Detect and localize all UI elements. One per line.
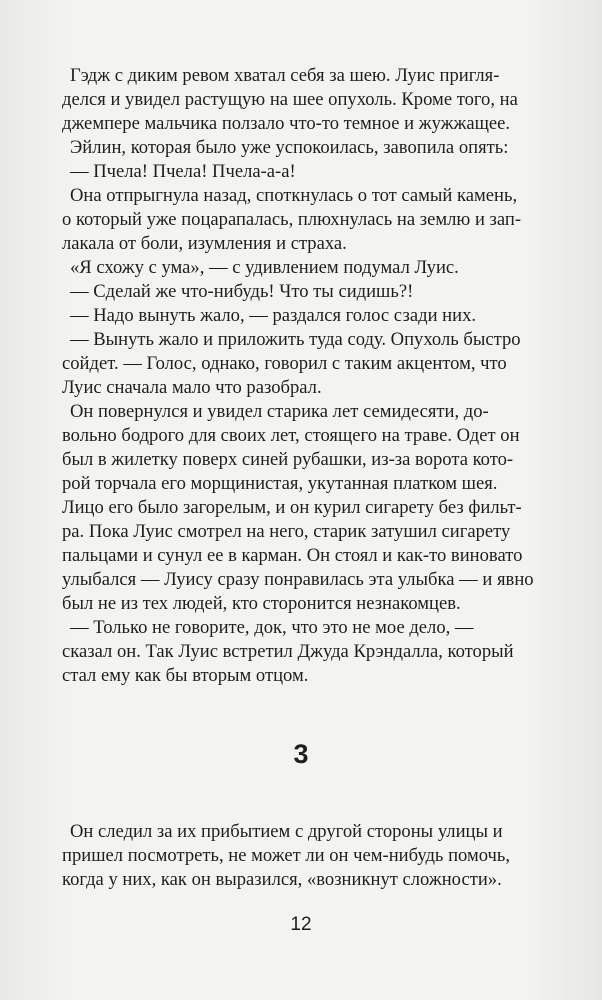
text-line: сказал он. Так Луис встретил Джуда Крэндалла, который <box>62 641 514 662</box>
text-line: Луис сначала мало что разобрал. <box>62 377 322 398</box>
text-line: Гэдж с диким ревом хватал себя за шею. Луис пригля- <box>70 65 500 86</box>
text-line: о который уже поцарапалась, плюхнулась на землю и зап- <box>62 209 522 230</box>
text-line: — Только не говорите, док, что это не мое дело, — <box>70 617 474 638</box>
text-line: «Я схожу с ума», — с удивлением подумал Луис. <box>70 257 459 278</box>
page-number: 12 <box>290 914 312 935</box>
text-line: — Надо вынуть жало, — раздался голос сзади них. <box>70 305 477 326</box>
text-line: ра. Пока Луис смотрел на него, старик затушил сигарету <box>62 521 511 542</box>
text-line: — Сделай же что-нибудь! Что ты сидишь?! <box>70 281 414 302</box>
text-line: — Вынуть жало и приложить туда соду. Опухоль быстро <box>70 329 521 350</box>
text-line: лакала от боли, изумления и страха. <box>62 233 347 254</box>
text-line: — Пчела! Пчела! Пчела-а-а! <box>70 161 296 182</box>
text-line: стал ему как бы вторым отцом. <box>62 665 309 686</box>
text-line: был не из тех людей, кто сторонится незнакомцев. <box>62 593 461 614</box>
text-line: делся и увидел растущую на шее опухоль. Кроме того, на <box>62 89 518 110</box>
text-line: джемпере мальчика ползало что-то темное и жужжащее. <box>62 113 511 134</box>
text-line: пальцами и сунул ее в карман. Он стоял и как-то виновато <box>62 545 523 566</box>
text-line: сойдет. — Голос, однако, говорил с таким акцентом, что <box>62 353 507 374</box>
text-line: вольно бодрого для своих лет, стоящего на траве. Одет он <box>62 425 520 446</box>
text-line: Он следил за их прибытием с другой стороны улицы и <box>70 821 503 842</box>
text-line: когда у них, как он выразился, «возникнут сложности». <box>62 869 502 890</box>
text-line: Она отпрыгнула назад, споткнулась о тот самый камень, <box>70 185 518 206</box>
text-line: был в жилетку поверх синей рубашки, из-за ворота кото- <box>62 449 514 470</box>
text-line: пришел посмотреть, не может ли он чем-нибудь помочь, <box>62 845 511 866</box>
text-line: Эйлин, которая было уже успокоилась, завопила опять: <box>70 137 509 158</box>
text-line: Лицо его было загорелым, и он курил сигарету без фильт- <box>62 497 522 518</box>
chapter-number: 3 <box>293 739 309 769</box>
text-line: улыбался — Луису сразу понравилась эта улыбка — и явно <box>62 569 534 590</box>
text-line: Он повернулся и увидел старика лет семидесяти, до- <box>70 401 489 422</box>
text-line: рой торчала его морщинистая, укутанная платком шея. <box>62 473 498 494</box>
